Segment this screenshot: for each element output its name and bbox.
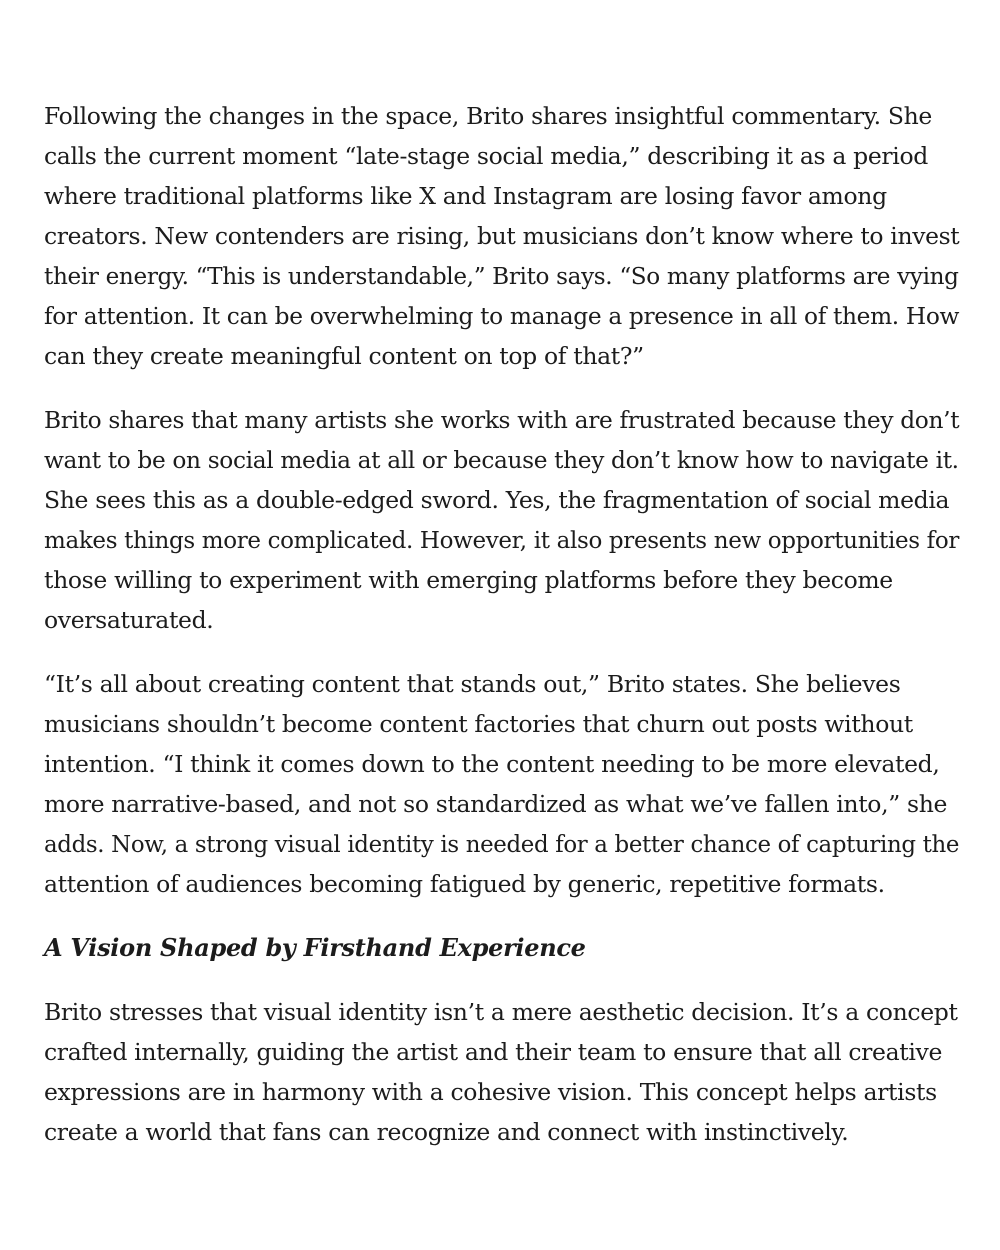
paragraph-line: want to be on social media at all or because they don’t know how to navigate it. (44, 446, 959, 474)
paragraph-line: She sees this as a double-edged sword. Yes, the fragmentation of social media (44, 486, 950, 514)
article-body (44, 96, 959, 1176)
paragraph-line: those willing to experiment with emerging platforms before they become (44, 566, 893, 594)
paragraph-line: oversaturated. (44, 606, 214, 634)
paragraph-line: can they create meaningful content on top of that?” (44, 342, 644, 370)
article-paragraph (44, 992, 959, 1152)
paragraph-line: where traditional platforms like X and Instagram are losing favor among (44, 182, 887, 210)
paragraph-line: makes things more complicated. However, it also presents new opportunities for (44, 526, 959, 554)
paragraph-line: Brito shares that many artists she works with are frustrated because they don’t (44, 406, 960, 434)
paragraph-line: Following the changes in the space, Brito shares insightful commentary. She (44, 102, 932, 130)
article-paragraph (44, 664, 959, 904)
paragraph-line: for attention. It can be overwhelming to manage a presence in all of them. How (44, 302, 960, 330)
article-paragraph (44, 400, 959, 640)
section-subheading: A Vision Shaped by Firsthand Experience (44, 933, 586, 962)
paragraph-line: their energy. “This is understandable,” Brito says. “So many platforms are vying (44, 262, 959, 290)
paragraph-line: more narrative-based, and not so standardized as what we’ve fallen into,” she (44, 790, 948, 818)
paragraph-line: crafted internally, guiding the artist and their team to ensure that all creative (44, 1038, 943, 1066)
paragraph-line: Brito stresses that visual identity isn’t a mere aesthetic decision. It’s a concept (44, 998, 958, 1026)
paragraph-line: attention of audiences becoming fatigued by generic, repetitive formats. (44, 870, 885, 898)
paragraph-line: expressions are in harmony with a cohesive vision. This concept helps artists (44, 1078, 937, 1106)
paragraph-line: musicians shouldn’t become content factories that churn out posts without (44, 710, 913, 738)
article-paragraph (44, 96, 959, 376)
paragraph-line: create a world that fans can recognize and connect with instinctively. (44, 1118, 849, 1146)
paragraph-line: intention. “I think it comes down to the content needing to be more elevated, (44, 750, 940, 778)
paragraph-line: adds. Now, a strong visual identity is needed for a better chance of capturing the (44, 830, 960, 858)
paragraph-line: “It’s all about creating content that stands out,” Brito states. She believes (44, 670, 901, 698)
paragraph-line: creators. New contenders are rising, but musicians don’t know where to invest (44, 222, 960, 250)
paragraph-line: calls the current moment “late-stage social media,” describing it as a period (44, 142, 928, 170)
